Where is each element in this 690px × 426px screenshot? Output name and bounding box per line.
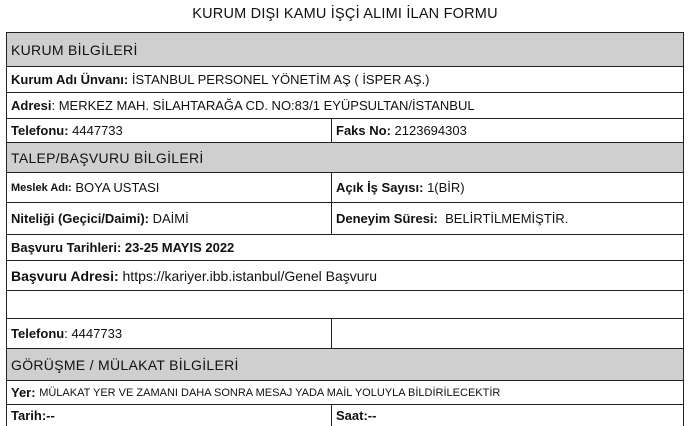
basvuru-telefon-label: Telefonu — [11, 326, 65, 341]
basvuru-adres-label: Başvuru Adresi: — [11, 267, 119, 284]
row-niteligi — [7, 202, 683, 234]
adres-value: MERKEZ MAH. SİLAHTARAĞA CD. NO:83/1 EYÜPSULTAN/İSTANBUL — [58, 98, 475, 113]
basvuru-tarih-value: 23-25 MAYIS 2022 — [124, 240, 235, 255]
faks-value: 2123694303 — [394, 123, 467, 138]
adres-label: Adresi — [11, 98, 52, 113]
row-adres: Adresi : MERKEZ MAH. SİLAHTARAĞA CD. NO:83/1 EYÜPSULTAN/İSTANBUL — [7, 92, 683, 118]
section-gorusme-bilgileri — [7, 348, 683, 380]
meslek-value: BOYA USTASI — [75, 180, 160, 195]
section-kurum-bilgileri — [7, 32, 683, 66]
row-basvuru-tarihleri — [7, 234, 683, 260]
row-yer — [7, 380, 683, 404]
deneyim-value: BELİRTİLMEMİŞTİR. — [445, 211, 569, 226]
form-title: KURUM DIŞI KAMU İŞÇİ ALIMI İLAN FORMU — [192, 6, 498, 22]
faks-label: Faks No: — [336, 123, 391, 138]
acik-is-label: Açık İş Sayısı: — [336, 180, 424, 195]
niteligi-value: DAİMİ — [152, 211, 189, 226]
tarih-label: Tarih: — [11, 408, 47, 423]
section-title: KURUM BİLGİLERİ — [11, 41, 138, 58]
tarih-value: -- — [46, 408, 55, 423]
saat-value: -- — [367, 408, 377, 423]
ilan-form — [6, 32, 684, 426]
kurum-adi-label: Kurum Adı Ünvanı — [11, 72, 124, 87]
telefon-value: 4447733 — [72, 123, 123, 138]
row-meslek — [7, 172, 683, 202]
niteligi-label: Niteliği (Geçici/Daimi): — [11, 211, 149, 226]
basvuru-telefon-value: 4447733 — [71, 326, 123, 341]
section-title: TALEP/BAŞVURU BİLGİLERİ — [11, 149, 204, 166]
acik-is-value: 1(BİR) — [427, 180, 465, 195]
telefon-label: Telefonu: — [11, 123, 69, 138]
deneyim-label: Deneyim Süresi: — [336, 211, 438, 226]
saat-label: Saat: — [336, 408, 368, 423]
row-kurum-adi: Kurum Adı Ünvanı : İSTANBUL PERSONEL YÖNETİM AŞ ( İSPER AŞ.) — [7, 66, 683, 92]
row-empty — [7, 290, 683, 318]
row-tarih-saat — [7, 404, 683, 426]
section-title: GÖRÜŞME / MÜLAKAT BİLGİLERİ — [11, 356, 239, 373]
kurum-adi-value: İSTANBUL PERSONEL YÖNETİM AŞ ( İSPER AŞ.) — [131, 72, 430, 87]
basvuru-adres-value: https://kariyer.ibb.istanbul/Genel Başvuru — [122, 267, 377, 284]
row-basvuru-telefon: Telefonu : 4447733 — [7, 318, 683, 348]
yer-label: Yer: — [11, 385, 36, 400]
row-telefon-faks — [7, 118, 683, 142]
row-basvuru-adresi — [7, 260, 683, 290]
basvuru-tarih-label: Başvuru Tarihleri: — [11, 240, 122, 255]
meslek-label: Meslek Adı: — [11, 181, 72, 194]
yer-value: MÜLAKAT YER VE ZAMANI DAHA SONRA MESAJ YADA MAİL YOLUYLA BİLDİRİLECEKTİR — [39, 386, 501, 399]
section-talep-bilgileri — [7, 142, 683, 172]
